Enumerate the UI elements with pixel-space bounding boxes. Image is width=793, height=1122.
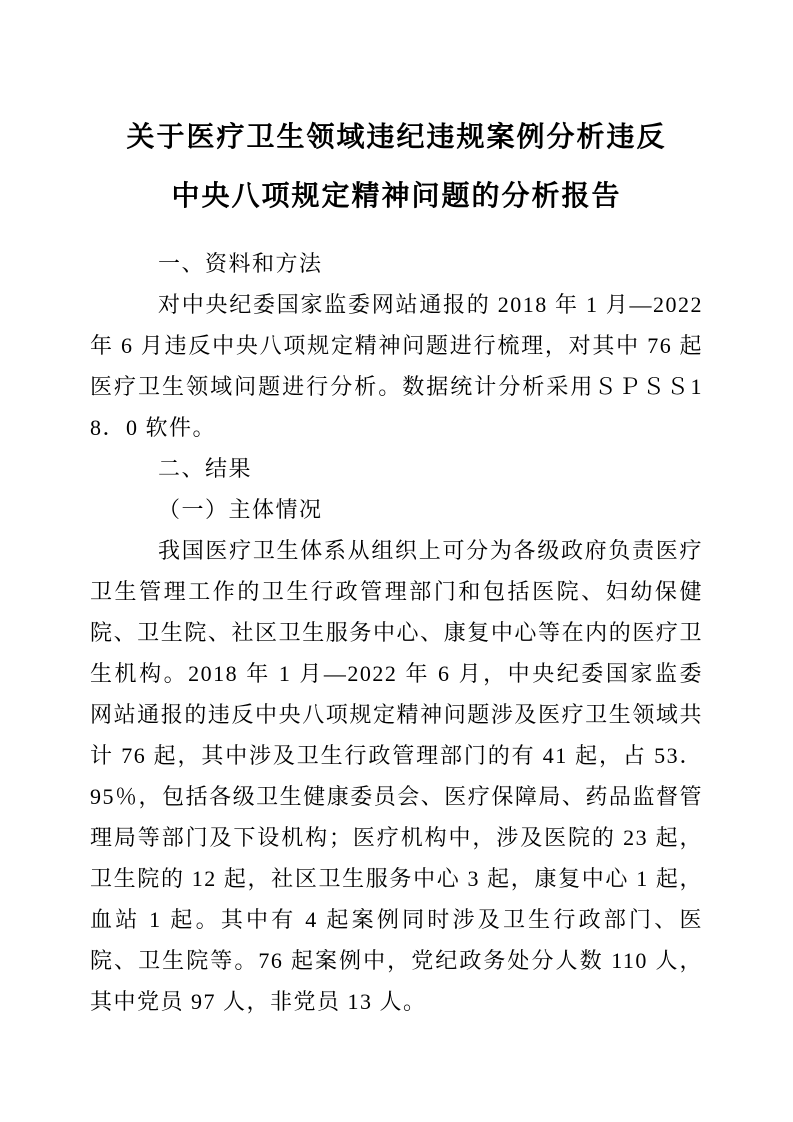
report-title — [90, 108, 703, 226]
report-title-line-2: 中央八项规定精神问题的分析报告 — [171, 181, 622, 212]
heading-results: 二、结果 — [158, 456, 253, 481]
paragraph-subject-situation: 我国医疗卫生体系从组织上可分为各级政府负责医疗卫生管理工作的卫生行政管理部门和包括医院、妇幼保健院、卫生院、社区卫生服务中心、康复中心等在内的医疗卫生机构。2018 年 1 月—2022 年 6 月，中央纪委国家监委网站通报的违反中央八项规定精神问题涉及医疗卫生领域共计 76 起，其中涉及卫生行政管理部门的有 41 起，占 53．95％，包括各级卫生健康委员会、医疗保障局、药品监督管理局等部门及下设机构；医疗机构中，涉及医院的 23 起，卫生院的 12 起，社区卫生服务中心 3 起，康复中心 1 起，血站 1 起。其中有 4 起案例同时涉及卫生行政部门、医院、卫生院等。76 起案例中，党纪政务处分人数 110 人，其中党员 97 人，非党员 13 人。 — [90, 538, 703, 1014]
heading-materials-and-methods: 一、资料和方法 — [158, 251, 323, 276]
paragraph-materials-and-methods: 对中央纪委国家监委网站通报的 2018 年 1 月—2022 年 6 月违反中央八项规定精神问题进行梳理，对其中 76 起医疗卫生领域问题进行分析。数据统计分析采用ＳＰＳＳ18．0 软件。 — [90, 292, 703, 440]
subheading-subject-situation: （一）主体情况 — [158, 497, 323, 522]
report-title-line-1: 关于医疗卫生领域违纪违规案例分析违反 — [126, 122, 667, 153]
